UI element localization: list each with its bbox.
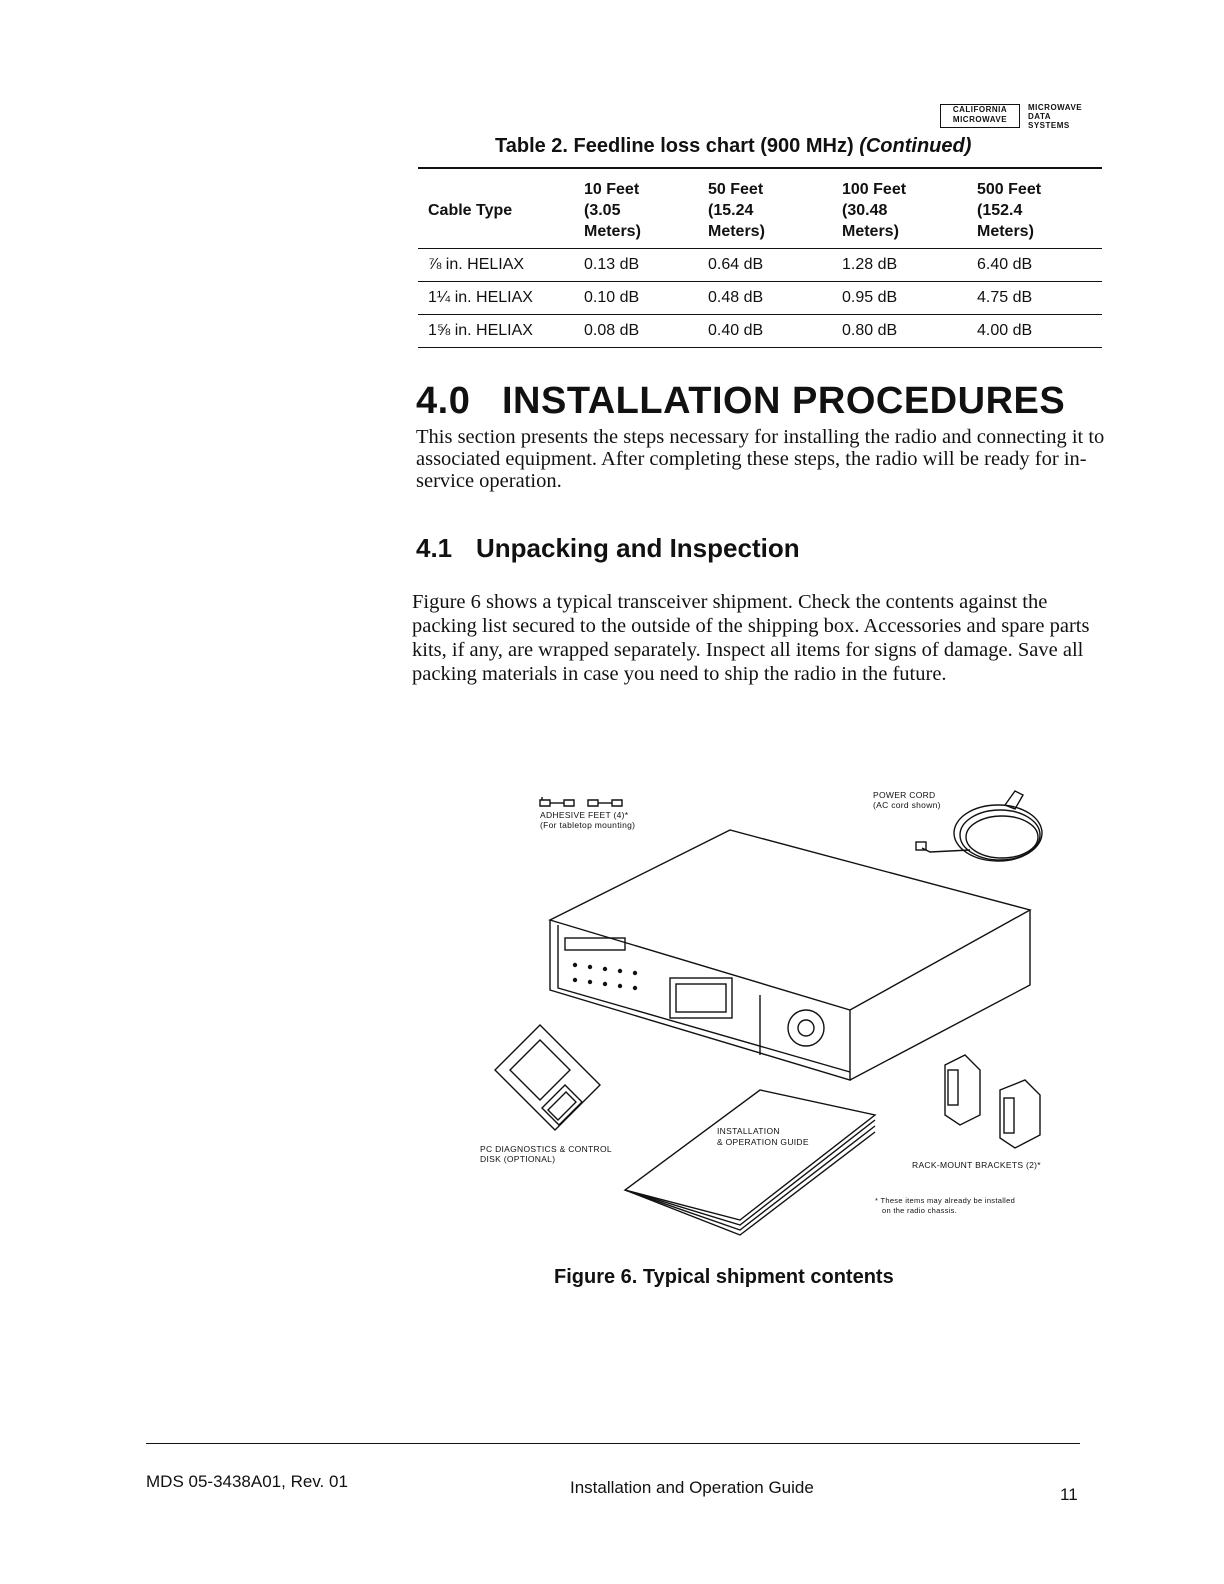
section-title: INSTALLATION PROCEDURES [502, 380, 1066, 422]
table-cell: 4.00 dB [967, 315, 1102, 348]
footer-divider [146, 1443, 1080, 1444]
table-cell: 0.40 dB [698, 315, 832, 348]
header-line: (3.05 [584, 202, 621, 219]
header-500-feet [967, 168, 1102, 249]
header-line: Meters) [708, 223, 765, 240]
header-line: 10 Feet [584, 181, 640, 198]
logo-box-line1: CALIFORNIA [952, 105, 1008, 114]
logo-right-line1: MICROWAVE [1028, 103, 1083, 112]
table-cell: 4.75 dB [967, 282, 1102, 315]
label-guide: INSTALLATION [717, 1126, 780, 1136]
floppy-disk-icon [495, 1025, 600, 1130]
logo-right-line3: SYSTEMS [1028, 121, 1070, 130]
header-line: (152.4 [977, 202, 1023, 219]
label-pc-disk-optional: DISK (OPTIONAL) [480, 1154, 556, 1164]
table-cell: 0.10 dB [574, 282, 698, 315]
header-line: 50 Feet [708, 181, 764, 198]
logo-wordmark [1028, 103, 1082, 130]
label-pc-disk: PC DIAGNOSTICS & CONTROL [480, 1144, 612, 1154]
header-line: (15.24 [708, 202, 754, 219]
footer-document-id: MDS 05-3438A01, Rev. 01 [146, 1472, 348, 1491]
table-cell: 0.08 dB [574, 315, 698, 348]
table-cell: ⅞ in. HELIAX [418, 249, 574, 282]
section-4-1-body: Figure 6 shows a typical transceiver shipment. Check the contents against the packing list secured to the outside of the shipping box. Accessories and spare parts kits, if any, are wrapped separately. Inspect all items for signs of damage. Save all packing materials in case you need to ship the radio in the future. [412, 591, 1090, 685]
logo-right-line2: DATA [1028, 112, 1052, 121]
header-100-feet [832, 168, 967, 249]
label-rack-brackets: RACK-MOUNT BRACKETS (2)* [912, 1160, 1041, 1170]
header-cable-type-label: Cable Type [428, 202, 513, 219]
header-line: Meters) [842, 223, 899, 240]
table-row [418, 315, 1102, 348]
table-title-suffix: (Continued) [859, 135, 972, 157]
label-guide-line2: & OPERATION GUIDE [717, 1137, 809, 1147]
label-adhesive-feet: ADHESIVE FEET (4)* [540, 810, 629, 820]
installation-guide-icon [625, 1090, 875, 1235]
radio-transceiver-icon [550, 830, 1030, 1080]
table-row [418, 249, 1102, 282]
label-footnote: * These items may already be installed [875, 1196, 1016, 1205]
table-cell: 0.80 dB [832, 315, 967, 348]
header-line: 500 Feet [977, 181, 1042, 198]
table-cell: 1.28 dB [832, 249, 967, 282]
section-heading-4-1 [416, 533, 800, 564]
header-line: Meters) [584, 223, 641, 240]
section-heading-4-0 [416, 380, 1065, 423]
label-power-cord: POWER CORD [873, 790, 936, 800]
shipment-contents-figure [470, 770, 1090, 1250]
label-power-cord-note: (AC cord shown) [873, 800, 941, 810]
label-footnote-line2: on the radio chassis. [882, 1206, 958, 1215]
table-cell: 1⅝ in. HELIAX [418, 315, 574, 348]
logo-box-line2: MICROWAVE [952, 115, 1008, 124]
logo-box [940, 104, 1020, 128]
page-number: 11 [1060, 1485, 1078, 1504]
table-title [495, 135, 971, 158]
header-line: Meters) [977, 223, 1034, 240]
header-line: (30.48 [842, 202, 888, 219]
figure-caption: Figure 6. Typical shipment contents [554, 1266, 894, 1288]
subsection-title: Unpacking and Inspection [476, 533, 800, 563]
label-adhesive-feet-note: (For tabletop mounting) [540, 820, 636, 830]
feedline-loss-table [418, 167, 1102, 348]
subsection-number: 4.1 [416, 533, 453, 563]
section-number: 4.0 [416, 380, 471, 422]
table-cell: 0.48 dB [698, 282, 832, 315]
table-cell: 0.13 dB [574, 249, 698, 282]
header-50-feet [698, 168, 832, 249]
adhesive-feet-icon [540, 797, 622, 806]
table-row [418, 282, 1102, 315]
header-line: 100 Feet [842, 181, 907, 198]
company-logo [940, 103, 1083, 132]
header-10-feet [574, 168, 698, 249]
table-cell: 6.40 dB [967, 249, 1102, 282]
rack-bracket-icon [945, 1055, 1040, 1148]
table-header-row [418, 168, 1102, 249]
table-cell: 1¼ in. HELIAX [418, 282, 574, 315]
section-4-0-body: This section presents the steps necessary for installing the radio and connecting it to associated equipment. After completing these steps, the radio will be ready for in-service operation. [416, 426, 1105, 492]
header-cable-type [418, 168, 574, 249]
table-cell: 0.95 dB [832, 282, 967, 315]
front-panel-leds [573, 963, 637, 990]
table-title-text: Table 2. Feedline loss chart (900 MHz) [495, 135, 854, 157]
footer-guide-title: Installation and Operation Guide [570, 1478, 814, 1497]
table-cell: 0.64 dB [698, 249, 832, 282]
